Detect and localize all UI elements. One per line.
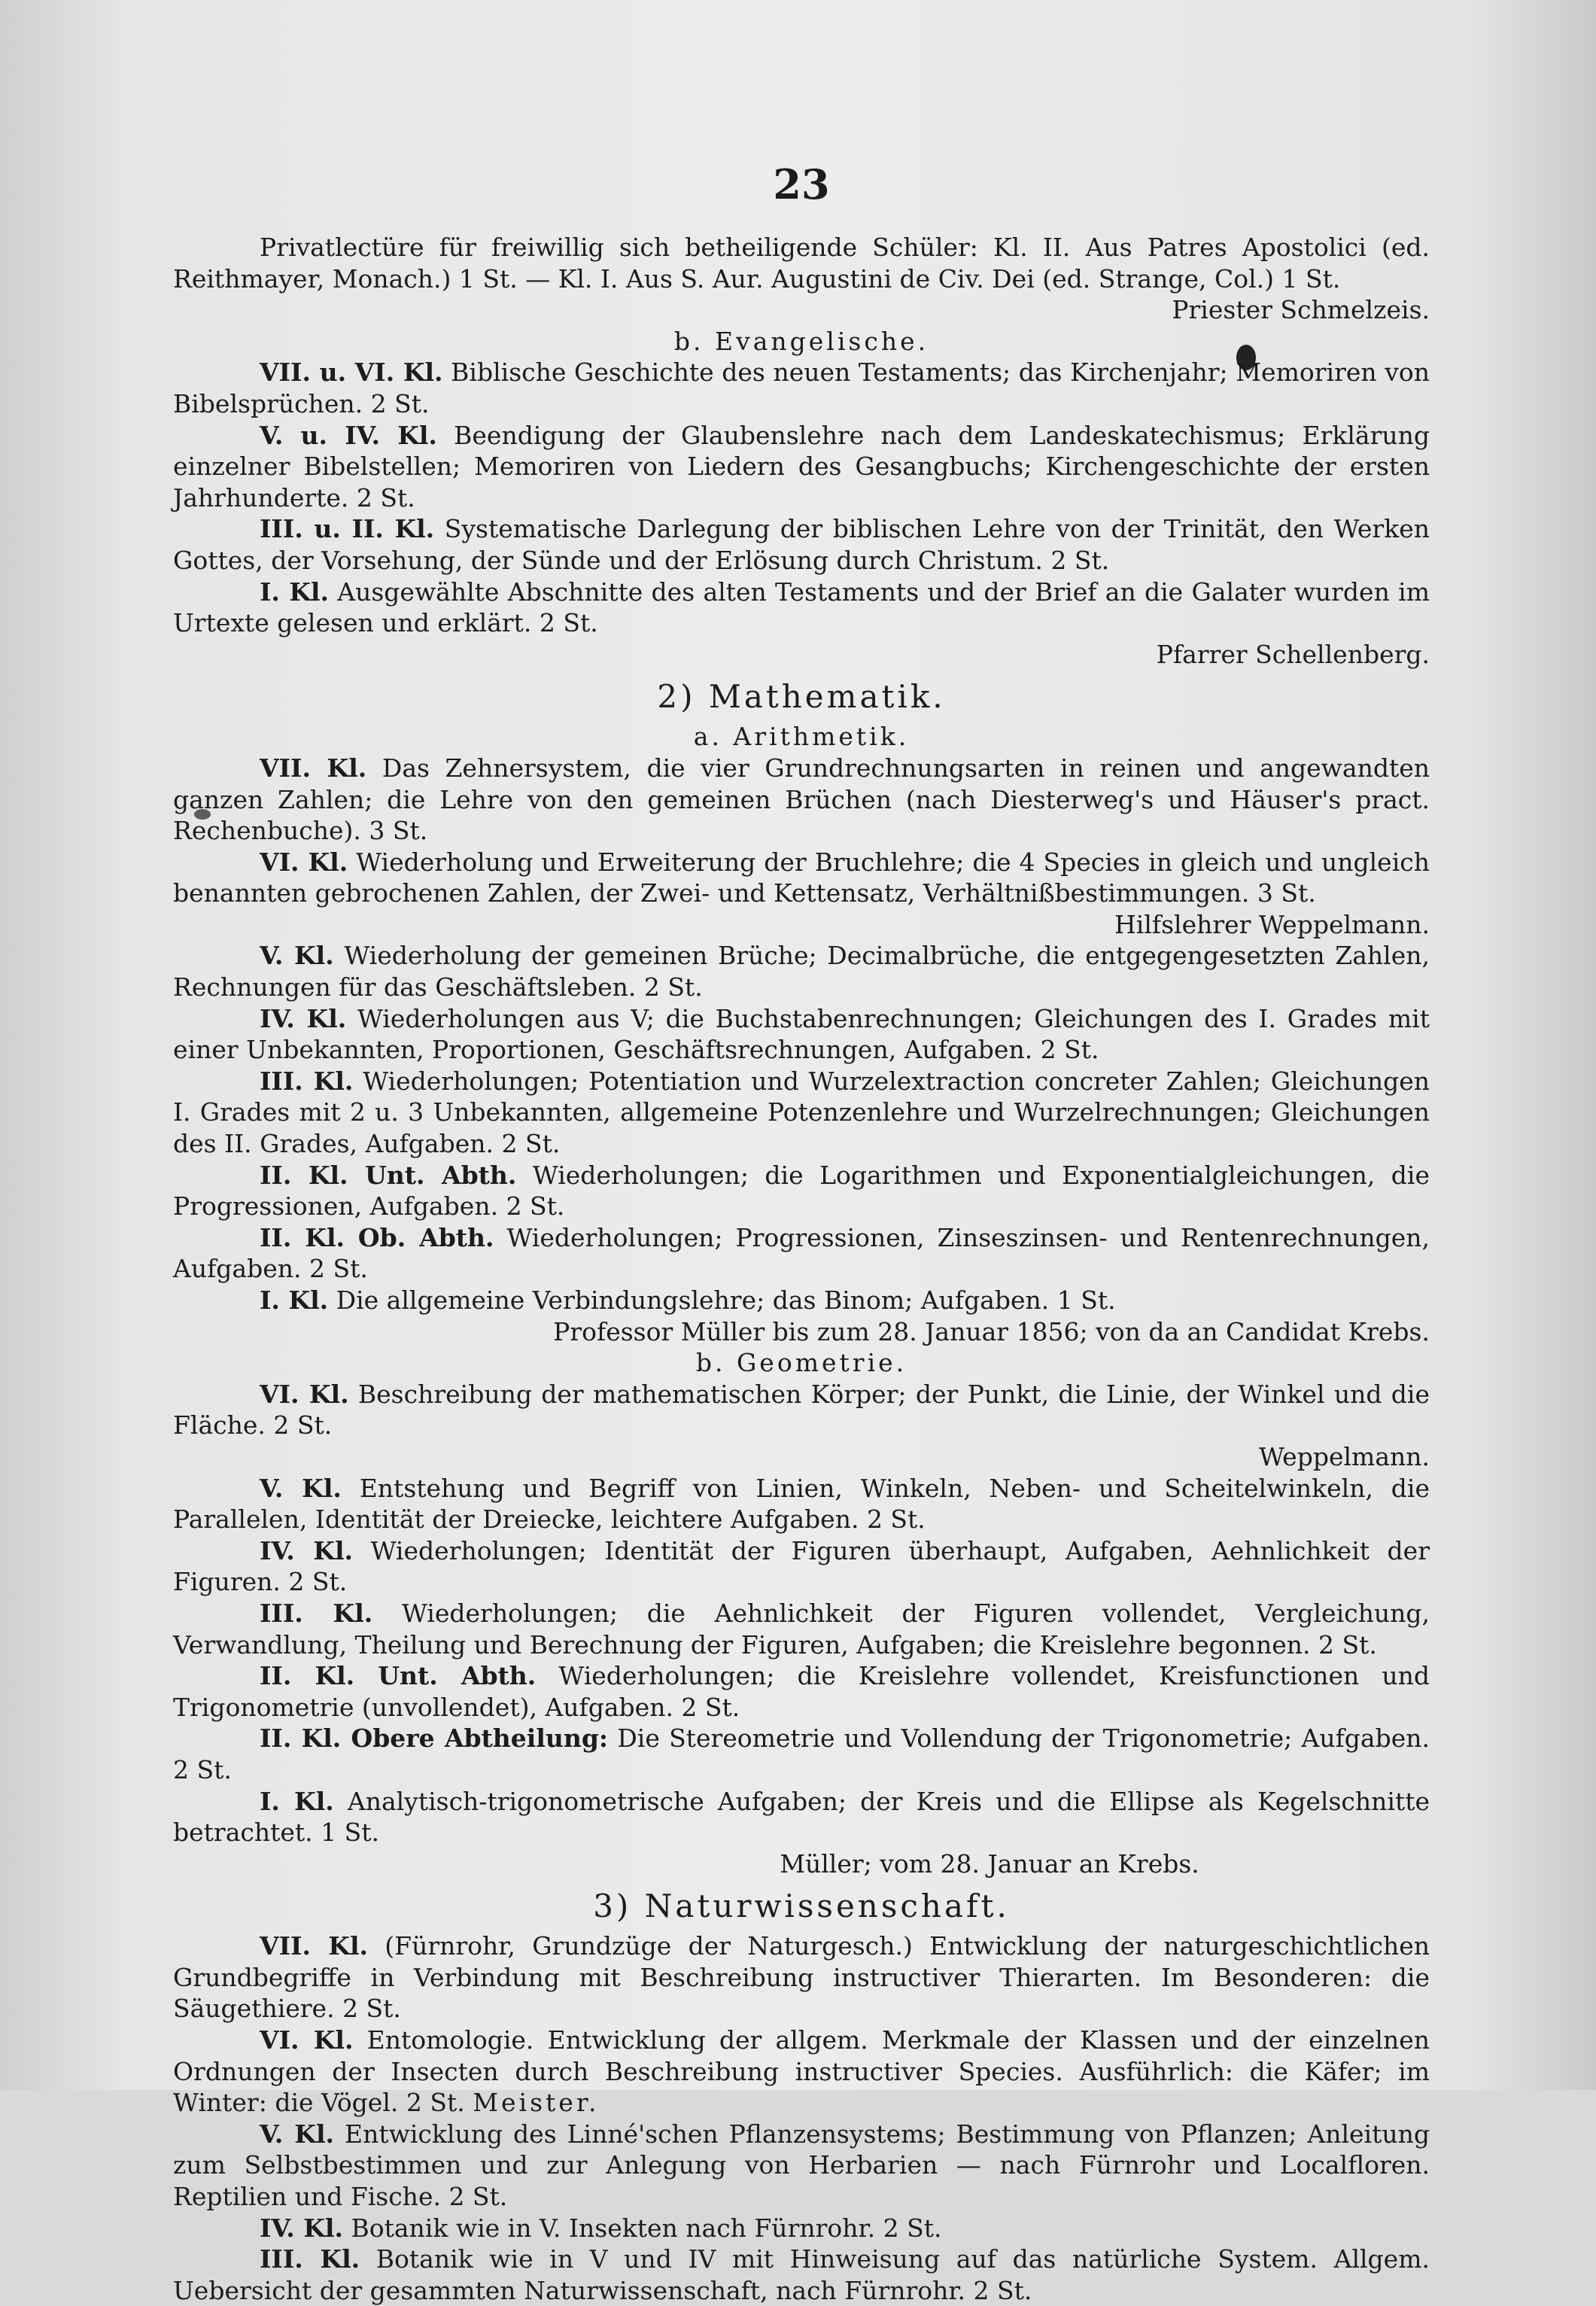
class-label: II. Kl. Unt. Abth.: [260, 1160, 517, 1190]
course-text: Wiederholungen; Progressionen, Zinseszinsen- und Rentenrechnungen, Aufgaben. 2 St.: [173, 1222, 1430, 1284]
course-text: Wiederholung der gemeinen Brüche; Decimalbrüche, die entgegengesetzten Zahlen, Rechnungen für das Geschäftsleben. 2 St.: [173, 941, 1430, 1002]
class-label: VII. Kl.: [260, 1931, 368, 1961]
course-text: Wiederholungen; die Kreislehre vollendet, Kreisfunctionen und Trigonometrie (unvollendet), Aufgaben. 2 St.: [173, 1661, 1430, 1722]
private-reading: Privatlectüre für freiwillig sich betheiligende Schüler: Kl. II. Aus Patres Apostolici (ed. Reithmayer, Monach.) 1 St. — Kl. I. Aus S. Aur. Augustini de Civ. Dei (ed. Strange, Col.) 1 St.: [173, 233, 1430, 294]
course-text: Entstehung und Begriff von Linien, Winkeln, Neben- und Scheitelwinkeln, die Parallelen, Identität der Dreiecke, leichtere Aufgaben. 2 St.: [173, 1473, 1430, 1535]
course-item: [173, 513, 1430, 576]
teacher-signature: Müller; vom 28. Januar an Krebs.: [780, 1848, 1199, 1879]
course-item: [173, 357, 1430, 419]
course-text: Die Stereometrie und Vollendung der Trigonometrie; Aufgaben. 2 St.: [173, 1723, 1430, 1784]
course-item: [173, 1660, 1430, 1723]
course-item: [173, 1723, 1430, 1785]
course-text: Beschreibung der mathematischen Körper; der Punkt, die Linie, der Winkel und die Fläche. 2 St.: [173, 1379, 1430, 1440]
course-text: Die allgemeine Verbindungslehre; das Binom; Aufgaben. 1 St.: [336, 1285, 1116, 1315]
course-item: [173, 753, 1430, 847]
class-label: II. Kl. Unt. Abth.: [260, 1661, 537, 1691]
course-item: [173, 420, 1430, 514]
course-text: Systematische Darlegung der biblischen Lehre von der Trinität, den Werken Gottes, der Vorsehung, der Sünde und der Erlösung durch Christum. 2 St.: [173, 514, 1430, 575]
class-label: VII. Kl.: [260, 753, 367, 783]
course-item: [173, 1786, 1430, 1848]
class-label: VI. Kl.: [260, 847, 348, 877]
course-item: [173, 1598, 1430, 1660]
teacher-signature: Professor Müller bis zum 28. Januar 1856; von da an Candidat Krebs.: [553, 1316, 1430, 1346]
class-label: V. Kl.: [260, 2119, 335, 2149]
section-heading-science: 3) Naturwissenschaft.: [593, 1888, 1010, 1925]
course-item: [173, 1003, 1430, 1066]
course-text: Wiederholungen; die Logarithmen und Exponentialgleichungen, die Progressionen, Aufgaben. 2 St.: [173, 1160, 1430, 1221]
course-text: (Fürnrohr, Grundzüge der Naturgesch.) Entwicklung der naturgeschichtlichen Grundbegriffe in Verbindung mit Beschreibung instructiver Thierarten. Im Besonderen: die Säugethiere. 2 St.: [173, 1931, 1430, 2024]
course-text: Entwicklung des Linné'schen Pflanzensystems; Bestimmung von Pflanzen; Anleitung zum Selbstbestimmen und zur Anlegung von Herbarien — nach Fürnrohr und Localfloren. Reptilien und Fische. 2 St.: [173, 2119, 1430, 2212]
course-item: [173, 1222, 1430, 1285]
course-item: [173, 1285, 1430, 1316]
class-label: V. u. IV. Kl.: [260, 420, 437, 450]
course-text: Entomologie. Entwicklung der allgem. Merkmale der Klassen und der einzelnen Ordnungen der Insecten durch Beschreibung instructiver Species. Ausführlich: die Käfer; im Winter: die Vögel. 2 St.: [173, 2025, 1430, 2118]
course-item: [173, 1535, 1430, 1598]
course-text: Beendigung der Glaubenslehre nach dem Landeskatechismus; Erklärung einzelner Bibelstellen; Memoriren von Liedern des Gesangbuchs; Kirchengeschichte der ersten Jahrhunderte. 2 St.: [173, 420, 1430, 513]
course-text: Wiederholungen; die Aehnlichkeit der Figuren vollendet, Vergleichung, Verwandlung, Theilung und Berechnung der Figuren, Aufgaben; die Kreislehre begonnen. 2 St.: [173, 1598, 1430, 1660]
class-label: VII. u. VI. Kl.: [260, 357, 443, 388]
teacher-signature: Pfarrer Schellenberg.: [1156, 639, 1430, 669]
page-text: [173, 158, 1430, 2306]
class-label: V. Kl.: [260, 941, 334, 971]
class-label: III. Kl.: [260, 2244, 360, 2274]
class-label: IV. Kl.: [260, 1003, 347, 1033]
subheading-geometry: b. Geometrie.: [695, 1348, 907, 1378]
course-text: Botanik wie in V. Insekten nach Fürnrohr. 2 St.: [351, 2213, 942, 2243]
course-item: [173, 1379, 1430, 1441]
subheading-evangelical: b. Evangelische.: [673, 326, 929, 356]
course-item: [173, 2213, 1430, 2244]
course-item: [173, 940, 1430, 1002]
subheading-arithmetic: a. Arithmetik.: [693, 722, 910, 752]
course-text: Wiederholungen aus V; die Buchstabenrechnungen; Gleichungen des I. Grades mit einer Unbekannten, Proportionen, Geschäftsrechnungen, Aufgaben. 2 St.: [173, 1003, 1430, 1065]
course-item: [173, 1160, 1430, 1222]
course-text: Das Zehnersystem, die vier Grundrechnungsarten in reinen und angewandten ganzen Zahlen; die Lehre von den gemeinen Brüchen (nach Diesterweg's und Häuser's pract. Rechenbuche). 3 St.: [173, 753, 1430, 846]
class-label: IV. Kl.: [260, 1535, 354, 1565]
course-item: [173, 1930, 1430, 2025]
course-item: [173, 2119, 1430, 2213]
course-text: Wiederholungen; Identität der Figuren überhaupt, Aufgaben, Aehnlichkeit der Figuren. 2 St.: [173, 1535, 1430, 1597]
course-item: [173, 576, 1430, 639]
class-label: IV. Kl.: [260, 2213, 343, 2243]
teacher-signature: Priester Schmelzeis.: [1172, 295, 1430, 325]
teacher-signature: Weppelmann.: [1258, 1441, 1430, 1471]
class-label: II. Kl. Obere Abtheilung:: [260, 1723, 609, 1754]
class-label: III. u. II. Kl.: [260, 514, 435, 544]
class-label: III. Kl.: [260, 1598, 373, 1628]
class-label: II. Kl. Ob. Abth.: [260, 1222, 494, 1252]
course-item: [173, 847, 1430, 909]
course-text: Ausgewählte Abschnitte des alten Testaments und der Brief an die Galater wurden im Urtexte gelesen und erklärt. 2 St.: [173, 576, 1430, 638]
class-label: I. Kl.: [260, 1285, 329, 1315]
course-item: [173, 1066, 1430, 1160]
course-text: Wiederholung und Erweiterung der Bruchlehre; die 4 Species in gleich und ungleich benannten gebrochenen Zahlen, der Zwei- und Kettensatz, Verhältnißbestimmungen. 3 St.: [173, 847, 1430, 908]
teacher-signature: Hilfslehrer Weppelmann.: [1114, 909, 1430, 939]
course-item: [173, 2244, 1430, 2306]
course-item: [173, 1473, 1430, 1535]
course-text: Botanik wie in V und IV mit Hinweisung auf das natürliche System. Allgem. Uebersicht der gesammten Naturwissenschaft, nach Fürnrohr. 2 St.: [173, 2244, 1430, 2305]
course-text: Analytisch-trigonometrische Aufgaben; der Kreis und die Ellipse als Kegelschnitte betrachtet. 1 St.: [173, 1786, 1430, 1848]
course-text: Biblische Geschichte des neuen Testaments; das Kirchenjahr; Memoriren von Bibelsprüchen. 2 St.: [173, 357, 1430, 418]
section-heading-mathematics: 2) Mathematik.: [657, 678, 946, 716]
class-label: VI. Kl.: [260, 2025, 354, 2055]
class-label: III. Kl.: [260, 1066, 354, 1096]
class-label: I. Kl.: [260, 576, 329, 607]
page-number: 23: [773, 160, 830, 208]
teacher-signature: Meister.: [473, 2088, 600, 2118]
class-label: V. Kl.: [260, 1473, 342, 1503]
class-label: VI. Kl.: [260, 1379, 349, 1409]
course-item: [173, 2025, 1430, 2119]
class-label: I. Kl.: [260, 1786, 334, 1816]
course-text: Wiederholungen; Potentiation und Wurzelextraction concreter Zahlen; Gleichungen I. Grades mit 2 u. 3 Unbekannten, allgemeine Potenzenlehre und Wurzelrechnungen; Gleichungen des II. Grades, Aufgaben. 2 St.: [173, 1066, 1430, 1159]
